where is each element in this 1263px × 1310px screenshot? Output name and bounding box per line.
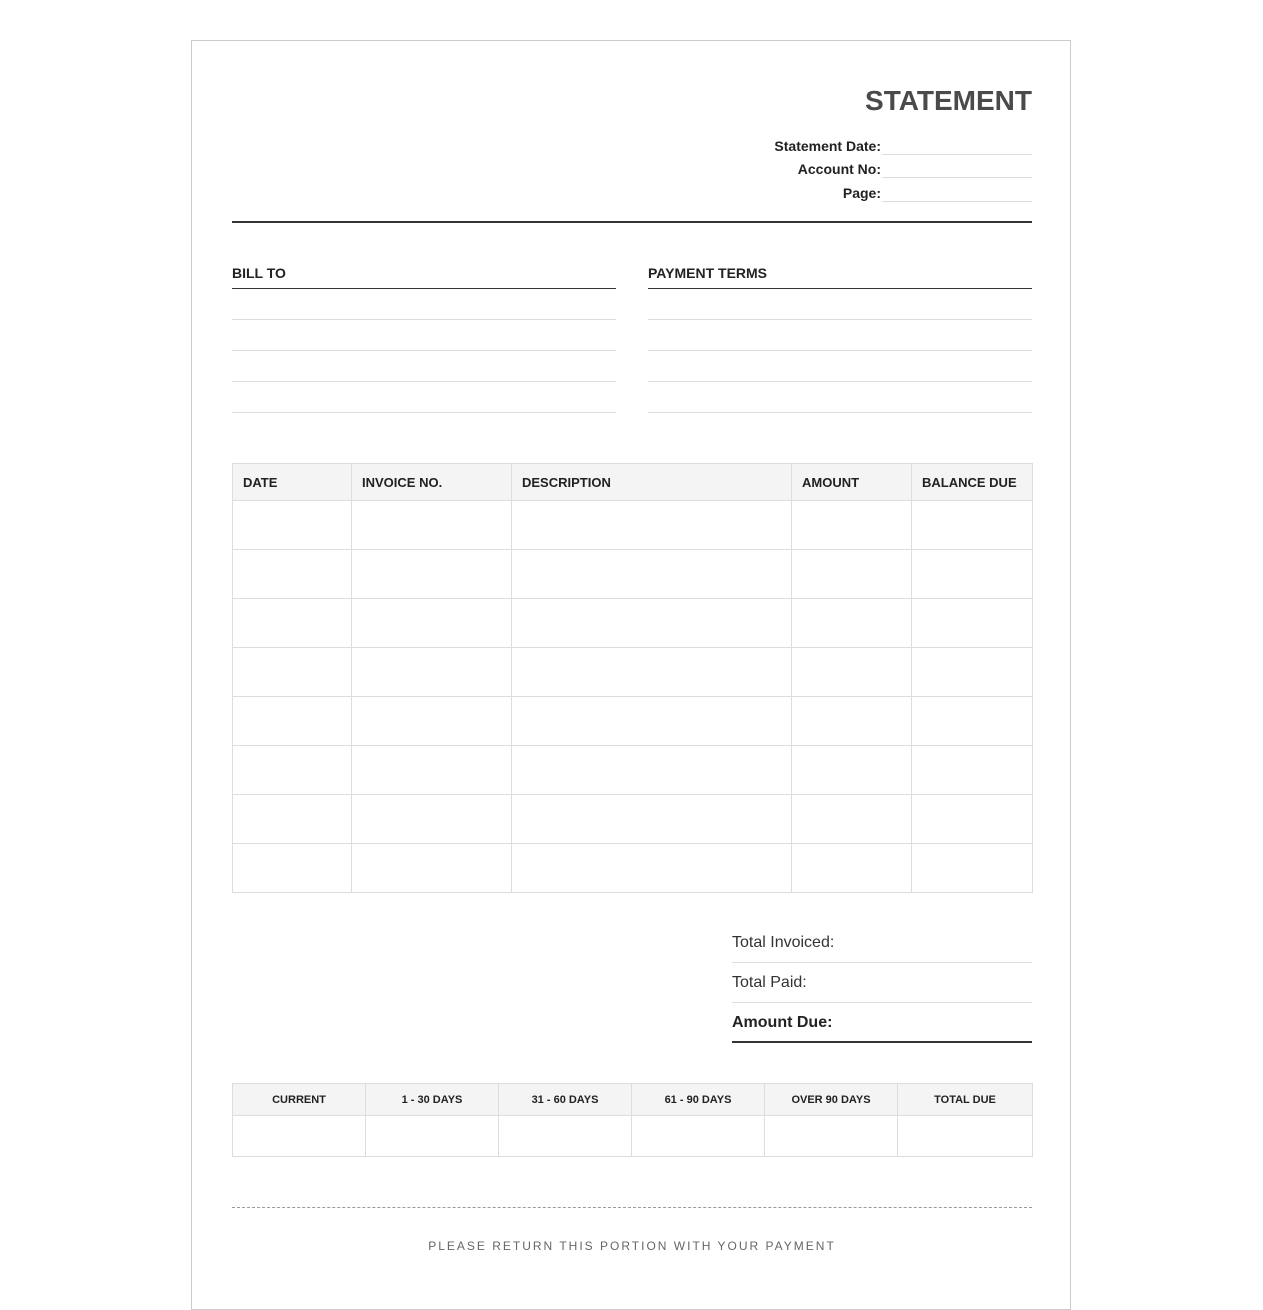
header-divider [232, 221, 1032, 223]
account-no-field[interactable] [882, 161, 1032, 178]
table-cell[interactable] [512, 599, 792, 648]
aging-cell-61-90-days[interactable] [632, 1116, 765, 1157]
return-portion-note: PLEASE RETURN THIS PORTION WITH YOUR PAYMENT [428, 1239, 836, 1253]
aging-header-61-90-days: 61 - 90 DAYS [632, 1084, 765, 1116]
total-invoiced-row[interactable] [732, 923, 1032, 963]
table-cell[interactable] [792, 599, 912, 648]
bill-to-line[interactable] [232, 382, 616, 413]
column-header-invoice-no: INVOICE NO. [352, 464, 512, 501]
account-no-row [732, 155, 1032, 179]
table-cell[interactable] [233, 746, 352, 795]
table-cell[interactable] [352, 844, 512, 893]
table-cell[interactable] [233, 795, 352, 844]
table-cell[interactable] [792, 501, 912, 550]
bill-to-line[interactable] [232, 289, 616, 320]
statement-date-row [732, 131, 1032, 155]
table-cell[interactable] [352, 501, 512, 550]
table-cell[interactable] [792, 844, 912, 893]
amount-due-label: Amount Due: [732, 1014, 833, 1031]
payment-terms-section [648, 265, 1032, 413]
transactions-table [232, 463, 1033, 893]
table-cell[interactable] [352, 746, 512, 795]
table-cell[interactable] [912, 550, 1033, 599]
table-row [233, 599, 1033, 648]
table-cell[interactable] [912, 501, 1033, 550]
total-paid-row[interactable] [732, 963, 1032, 1003]
table-row [233, 550, 1033, 599]
table-cell[interactable] [233, 550, 352, 599]
table-cell[interactable] [912, 697, 1033, 746]
statement-meta [732, 131, 1032, 202]
table-row [233, 844, 1033, 893]
statement-date-field[interactable] [882, 138, 1032, 155]
aging-header-1-30-days: 1 - 30 DAYS [366, 1084, 499, 1116]
aging-header-current: CURRENT [233, 1084, 366, 1116]
table-cell[interactable] [233, 501, 352, 550]
table-row [233, 795, 1033, 844]
transactions-header-row [233, 464, 1033, 501]
aging-cell-total-due[interactable] [898, 1116, 1033, 1157]
bill-to-line[interactable] [232, 351, 616, 382]
aging-cell-over-90-days[interactable] [765, 1116, 898, 1157]
table-cell[interactable] [352, 599, 512, 648]
table-cell[interactable] [352, 550, 512, 599]
tear-off-line [232, 1207, 1032, 1208]
table-cell[interactable] [512, 648, 792, 697]
aging-cell-current[interactable] [233, 1116, 366, 1157]
table-cell[interactable] [912, 795, 1033, 844]
total-paid-label: Total Paid: [732, 974, 807, 991]
table-cell[interactable] [512, 550, 792, 599]
statement-date-label: Statement Date: [774, 137, 881, 154]
table-cell[interactable] [912, 599, 1033, 648]
table-cell[interactable] [352, 697, 512, 746]
page-label: Page: [842, 184, 881, 201]
table-cell[interactable] [512, 844, 792, 893]
table-cell[interactable] [912, 844, 1033, 893]
table-cell[interactable] [912, 746, 1033, 795]
bill-to-title: BILL TO [232, 265, 616, 289]
bill-to-section [232, 265, 616, 413]
aging-cell-31-60-days[interactable] [499, 1116, 632, 1157]
column-header-date: DATE [233, 464, 352, 501]
payment-terms-line[interactable] [648, 320, 1032, 351]
payment-terms-line[interactable] [648, 351, 1032, 382]
table-cell[interactable] [792, 648, 912, 697]
table-row [233, 697, 1033, 746]
table-row [233, 501, 1033, 550]
aging-header-over-90-days: OVER 90 DAYS [765, 1084, 898, 1116]
table-cell[interactable] [912, 648, 1033, 697]
table-cell[interactable] [512, 795, 792, 844]
table-cell[interactable] [233, 599, 352, 648]
table-cell[interactable] [792, 746, 912, 795]
payment-terms-line[interactable] [648, 382, 1032, 413]
column-header-amount: AMOUNT [792, 464, 912, 501]
aging-header-row [233, 1084, 1033, 1116]
aging-values-row [233, 1116, 1033, 1157]
totals-section [732, 923, 1032, 1043]
aging-header-31-60-days: 31 - 60 DAYS [499, 1084, 632, 1116]
payment-terms-title: PAYMENT TERMS [648, 265, 1032, 289]
statement-title: STATEMENT [865, 85, 1032, 116]
statement-sheet [191, 40, 1071, 1310]
bill-to-line[interactable] [232, 320, 616, 351]
table-cell[interactable] [233, 697, 352, 746]
table-cell[interactable] [792, 697, 912, 746]
table-cell[interactable] [352, 795, 512, 844]
table-row [233, 648, 1033, 697]
table-cell[interactable] [512, 501, 792, 550]
table-row [233, 746, 1033, 795]
aging-cell-1-30-days[interactable] [366, 1116, 499, 1157]
column-header-description: DESCRIPTION [512, 464, 792, 501]
table-cell[interactable] [233, 844, 352, 893]
aging-header-total-due: TOTAL DUE [898, 1084, 1033, 1116]
table-cell[interactable] [512, 746, 792, 795]
column-header-balance-due: BALANCE DUE [912, 464, 1033, 501]
payment-terms-line[interactable] [648, 289, 1032, 320]
table-cell[interactable] [233, 648, 352, 697]
table-cell[interactable] [792, 550, 912, 599]
amount-due-row[interactable] [732, 1003, 1032, 1043]
account-no-label: Account No: [797, 161, 881, 177]
table-cell[interactable] [512, 697, 792, 746]
table-cell[interactable] [792, 795, 912, 844]
total-invoiced-label: Total Invoiced: [732, 934, 835, 951]
table-cell[interactable] [352, 648, 512, 697]
page-field[interactable] [882, 185, 1032, 202]
aging-table [232, 1083, 1033, 1157]
page-row [732, 178, 1032, 202]
